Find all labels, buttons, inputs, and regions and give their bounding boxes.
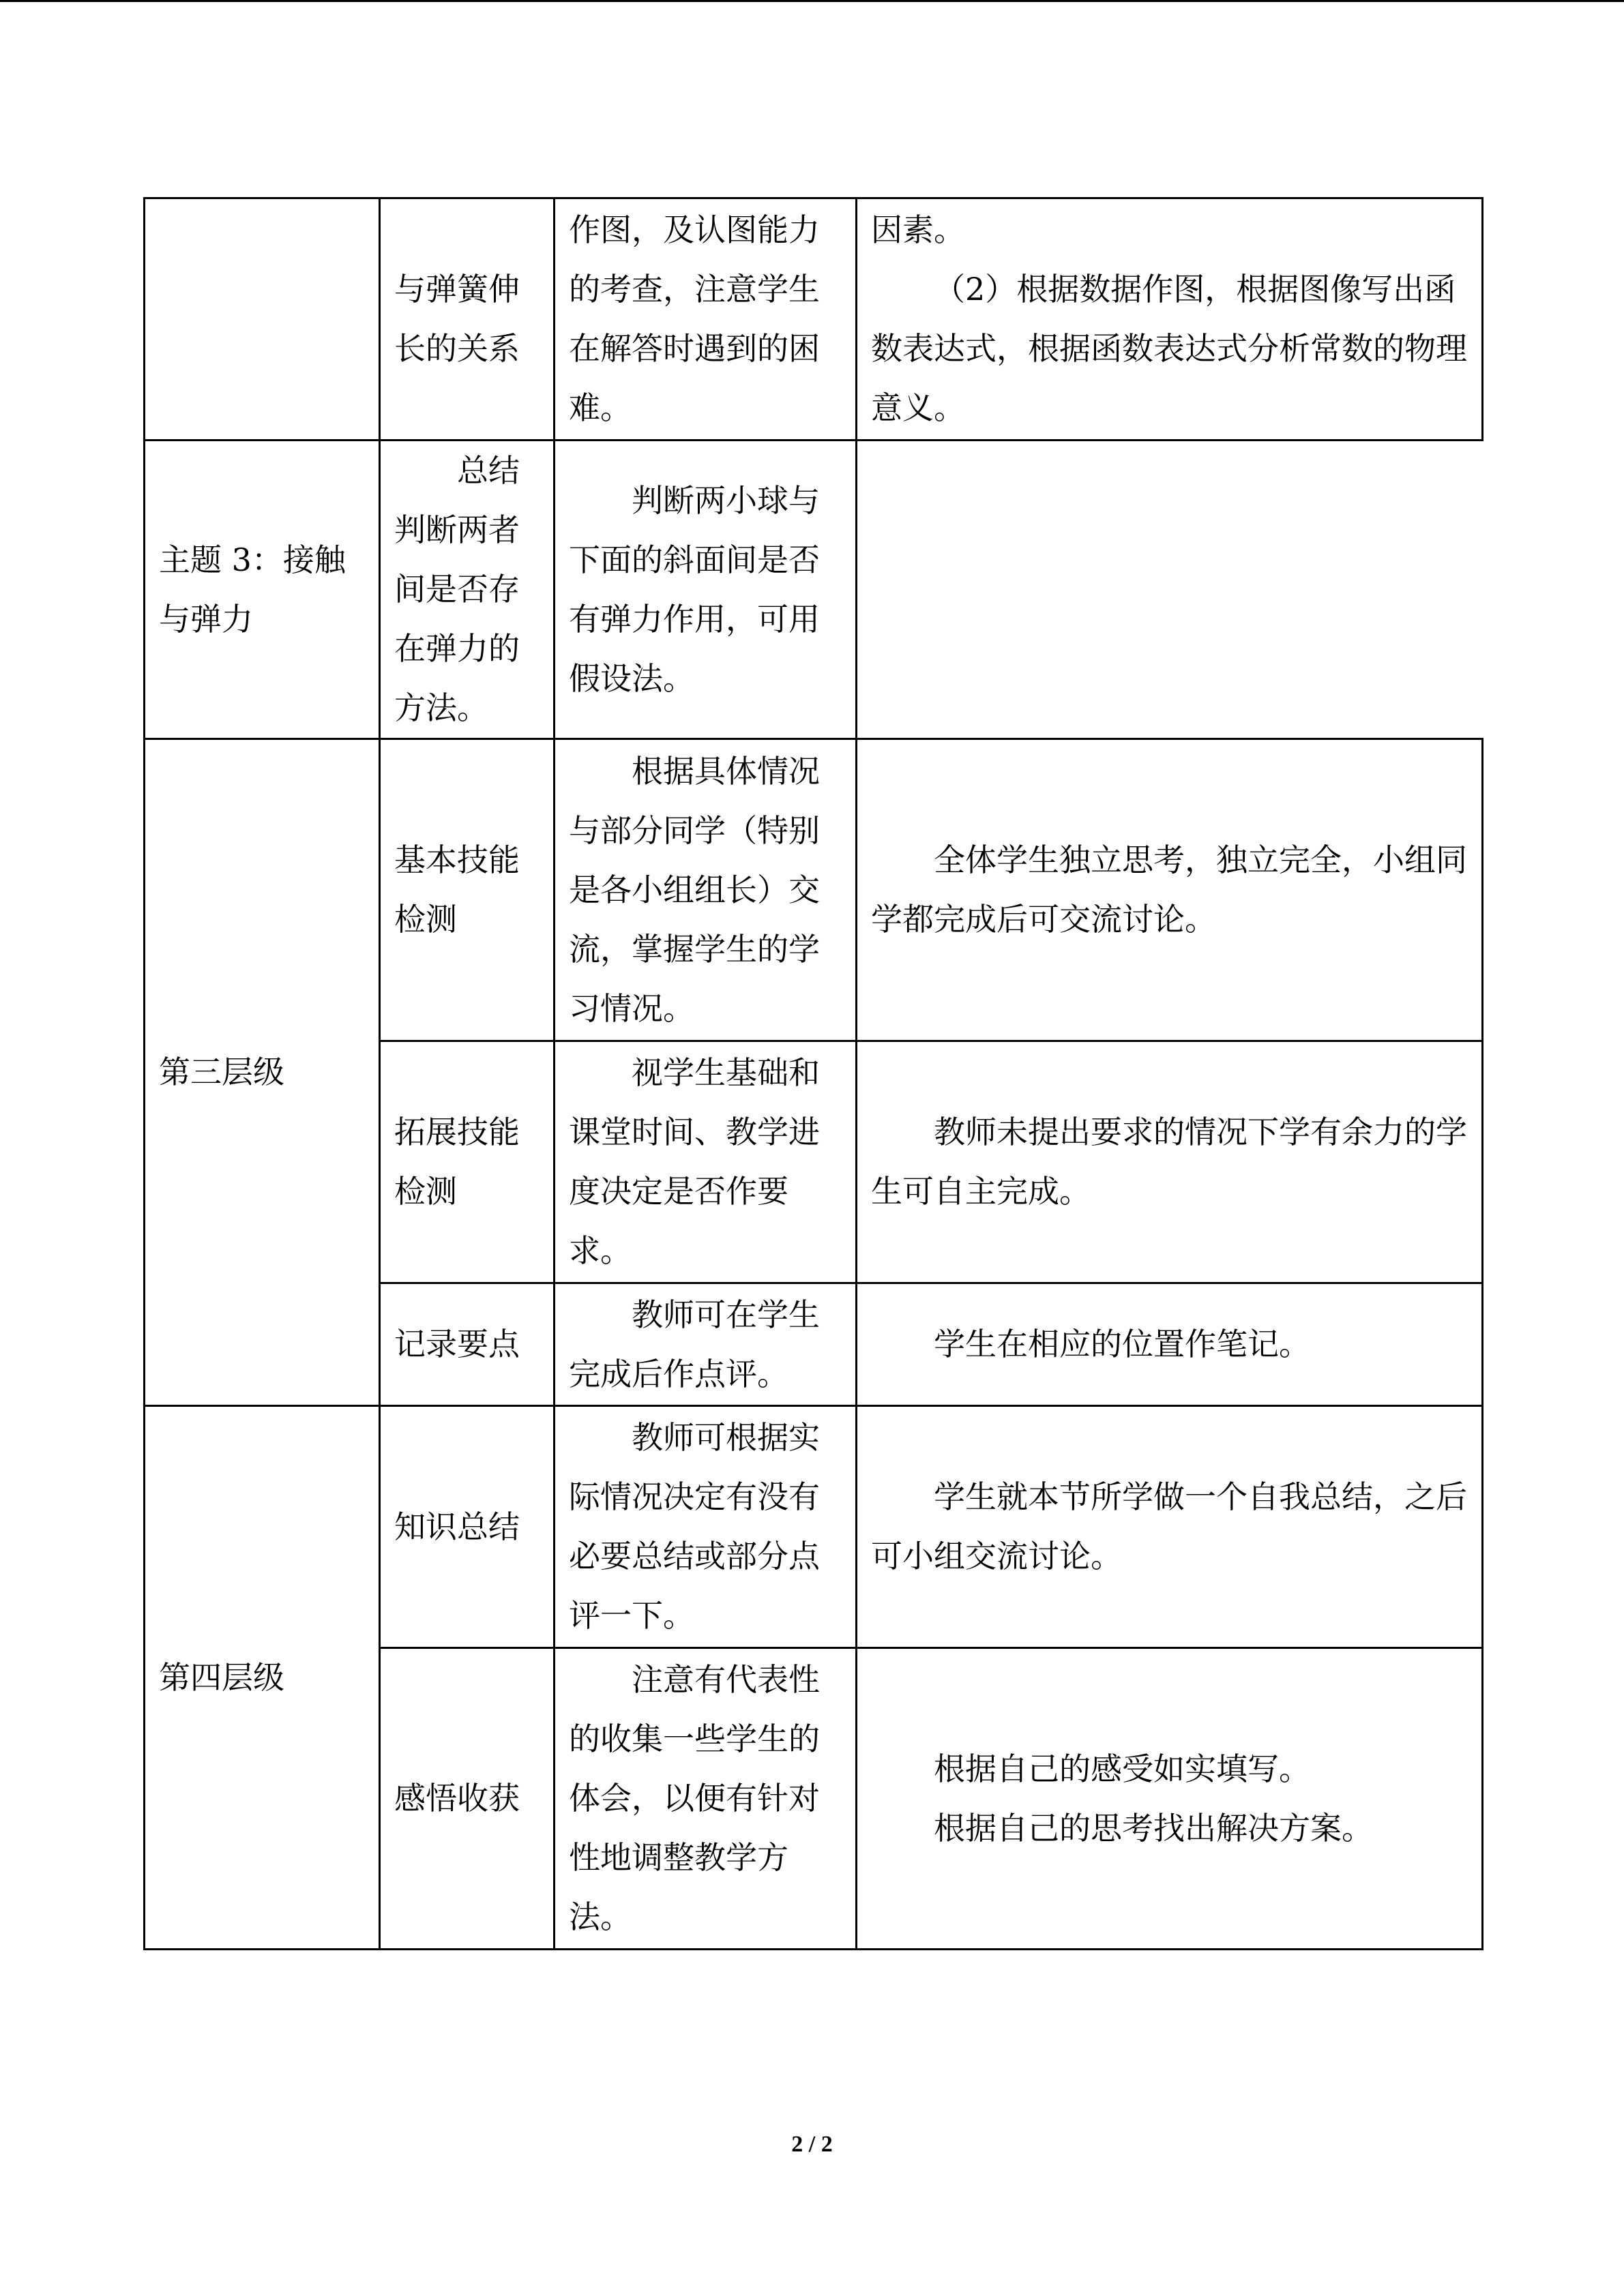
- student-activity-paragraph: 根据自己的感受如实填写。: [934, 1750, 1310, 1787]
- teacher-activity-cell: 视学生基础和课堂时间、教学进度决定是否作要求。: [555, 1041, 857, 1283]
- topic-cell: 知识总结: [380, 1406, 555, 1648]
- student-activity-cell: 学生就本节所学做一个自我总结，之后可小组交流讨论。: [857, 1406, 1483, 1648]
- teacher-activity-cell: 教师可根据实际情况决定有没有必要总结或部分点评一下。: [555, 1406, 857, 1648]
- topic-cell: 拓展技能检测: [380, 1041, 555, 1283]
- topic-cell: 基本技能检测: [380, 739, 555, 1041]
- student-activity-paragraph: 因素。: [871, 211, 965, 248]
- lesson-table: [143, 197, 1483, 1950]
- level-cell: [145, 198, 380, 441]
- student-activity-cell: 全体学生独立思考，独立完全，小组同学都完成后可交流讨论。: [857, 739, 1483, 1041]
- topic-cell: 与弹簧伸长的关系: [380, 198, 555, 441]
- student-activity-cell: 判断两小球与下面的斜面间是否有弹力作用，可用假设法。: [555, 441, 857, 739]
- page-number: 2 / 2: [791, 2132, 833, 2157]
- student-activity-paragraph: （2）根据数据作图，根据图像写出函数表达式，根据函数表达式分析常数的物理意义。: [871, 271, 1467, 426]
- level-cell: 第三层级: [145, 739, 380, 1406]
- page-top-rule: [0, 0, 1624, 2]
- level-cell: 第四层级: [145, 1406, 380, 1950]
- teacher-activity-cell: 根据具体情况与部分同学（特别是各小组组长）交流，掌握学生的学习情况。: [555, 739, 857, 1041]
- topic-cell: 记录要点: [380, 1283, 555, 1406]
- student-activity-cell: [857, 198, 1483, 441]
- table-row: [145, 198, 1483, 441]
- student-activity-cell: 教师未提出要求的情况下学有余力的学生可自主完成。: [857, 1041, 1483, 1283]
- table-row: [145, 1406, 1483, 1648]
- student-activity-cell: 学生在相应的位置作笔记。: [857, 1283, 1483, 1406]
- student-activity-paragraph: 根据自己的思考找出解决方案。: [934, 1809, 1373, 1847]
- topic-cell: 主题 3：接触与弹力: [145, 441, 380, 739]
- table-row: [145, 739, 1483, 1041]
- table-row: [145, 441, 1483, 739]
- teacher-activity-cell: 注意有代表性的收集一些学生的体会，以便有针对性地调整教学方法。: [555, 1648, 857, 1950]
- topic-cell: 感悟收获: [380, 1648, 555, 1950]
- teacher-activity-cell: 作图，及认图能力的考查，注意学生在解答时遇到的困难。: [555, 198, 857, 441]
- teacher-activity-cell: 总结判断两者间是否存在弹力的方法。: [380, 441, 555, 739]
- student-activity-cell: [857, 1648, 1483, 1950]
- teacher-activity-cell: 教师可在学生完成后作点评。: [555, 1283, 857, 1406]
